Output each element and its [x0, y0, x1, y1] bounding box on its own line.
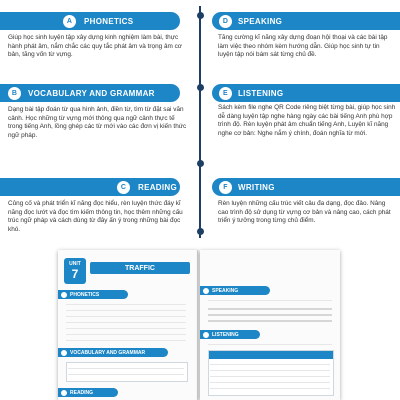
- timeline-node: [197, 84, 204, 91]
- listening-banner: [212, 84, 400, 102]
- listening-letter-badge: E: [218, 86, 233, 101]
- book-reading-banner: READING: [58, 388, 118, 397]
- unit-badge: UNIT 7: [64, 258, 86, 284]
- book-speaking-banner: SPEAKING: [200, 286, 270, 295]
- listening-description: Sách kèm file nghe QR Code riêng biệt từng bài, giúp học sinh dễ dàng luyện tập nghe hàng ngày các bài tiếng Anh phù hợp trình độ. Rèn luyện phát âm chuẩn tiếng Anh, Luyện kĩ năng nghe cơ bản: Nghe nắm ý chính, đoán nghĩa từ mới.: [218, 104, 396, 137]
- book-mockup: [58, 250, 340, 400]
- timeline-node: [197, 12, 204, 19]
- book-right-page: [200, 250, 340, 400]
- phonetics-banner: [0, 12, 180, 30]
- unit-title: TRAFFIC: [90, 262, 190, 274]
- reading-title: READING: [138, 182, 177, 192]
- book-left-page: [58, 250, 198, 400]
- timeline-line: [199, 6, 201, 238]
- phonetics-description: Giúp học sinh luyện tập xây dựng kinh nghiệm làm bài, thực hành phát âm, nắm chắc các quy tắc phát âm và trọng âm cơ bản, tăng vốn từ vựng.: [8, 34, 182, 59]
- book-phonetics-banner: PHONETICS: [58, 290, 128, 299]
- timeline-node: [197, 160, 204, 167]
- speaking-title: SPEAKING: [238, 16, 283, 26]
- phonetics-letter-badge: A: [62, 14, 77, 29]
- reading-description: Củng cố và phát triển kĩ năng đọc hiểu, rèn luyện thức đáy kĩ năng đọc lướt và đọc tìm kiếm thông tin, học thêm những cấu trúc ngữ pháp và cách dùng từ đây ấn ý trong những bài đọc khó.: [8, 200, 183, 233]
- writing-letter-badge: F: [218, 180, 233, 195]
- writing-description: Rèn luyện những cấu trúc viết câu đa dạng, đọc đảo. Nâng cao trình độ sử dụng từ vựng cơ bản và nâng cao, cách phát triển ý tưởng trong từng chủ điểm.: [218, 200, 391, 225]
- vocabulary-title: VOCABULARY AND GRAMMAR: [28, 88, 155, 98]
- speaking-banner: [212, 12, 400, 30]
- writing-title: WRITING: [238, 182, 275, 192]
- timeline-node: [197, 228, 204, 235]
- vocabulary-description: Dạng bài tập đoán từ qua hình ảnh, điền từ, tìm từ đặt sai văn cảnh. Học những từ vựng mới thông qua ngữ cảnh thực tế trong tiếng Anh, lồng ghép các từ mới vào các đơn vị kiến thức ngữ pháp.: [8, 106, 187, 139]
- speaking-letter-badge: D: [218, 14, 233, 29]
- writing-banner: [212, 178, 400, 196]
- reading-letter-badge: C: [116, 180, 131, 195]
- vocabulary-banner: [0, 84, 180, 102]
- phonetics-title: PHONETICS: [84, 16, 134, 26]
- book-vocabulary-banner: VOCABULARY AND GRAMMAR: [58, 348, 168, 357]
- book-listening-banner: LISTENING: [200, 330, 260, 339]
- listening-title: LISTENING: [238, 88, 284, 98]
- vocabulary-letter-badge: B: [7, 86, 22, 101]
- speaking-description: Tăng cường kĩ năng xây dựng đoạn hội thoại và các bài tập làm việc theo nhóm kèm hướng dẫn. Giúp học sinh tự tin luyện tập nói bám sát từng chủ đề.: [218, 34, 388, 59]
- reading-banner: [0, 178, 180, 196]
